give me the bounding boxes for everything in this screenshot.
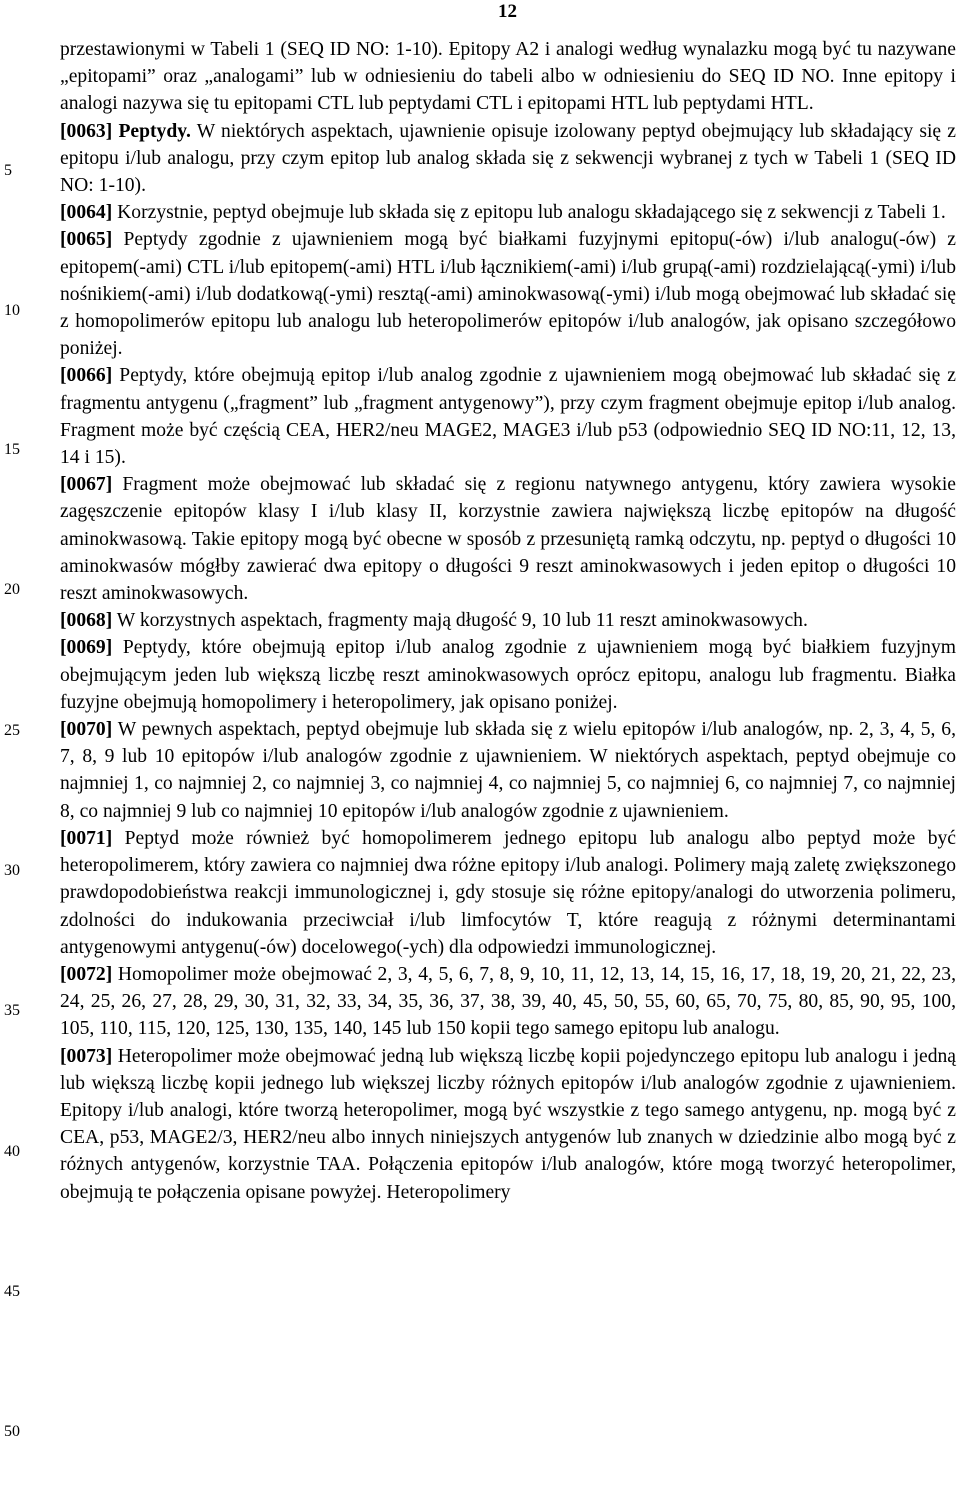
line-number: 40: [4, 1143, 20, 1160]
paragraph-number: [0063]: [60, 120, 113, 142]
paragraph-number: [0064]: [60, 202, 113, 224]
paragraph: [60, 118, 956, 200]
document-body: [60, 36, 956, 1206]
paragraph: [60, 634, 956, 716]
paragraph-number: [0066]: [60, 365, 113, 387]
line-number: 20: [4, 581, 20, 598]
paragraph-heading: Peptydy.: [118, 120, 191, 142]
paragraph-text: Korzystnie, peptyd obejmuje lub składa się z epitopu lub analogu składającego się z sekwencji z Tabeli 1.: [117, 202, 946, 224]
line-number: 5: [4, 162, 12, 179]
line-number: 30: [4, 862, 20, 879]
paragraph-number: [0069]: [60, 637, 113, 659]
paragraph: [60, 226, 956, 362]
paragraph-number: [0067]: [60, 474, 113, 496]
paragraph-text: W pewnych aspektach, peptyd obejmuje lub składa się z wielu epitopów i/lub analogów, np. 2, 3, 4, 5, 6, 7, 8, 9 lub 10 epitopów i/lub analogów zgodnie z ujawnieniem. W niektórych aspektach, peptyd obejmuje co najmniej 1, co najmniej 2, co najmniej 3, co najmniej 4, co najmniej 5, co najmniej 6, co najmniej 7, co najmniej 8, co najmniej 9 lub co najmniej 10 epitopów i/lub analogów zgodnie z ujawnieniem.: [60, 719, 956, 822]
paragraph-text: Heteropolimer może obejmować jedną lub większą liczbę kopii pojedynczego epitopu lub analogu i jedną lub większą liczbę kopii jednego lub większej liczby różnych epitopów i/lub analogów zgodnie z ujawnieniem. Epitopy i/lub analogi, które tworzą heteropolimer, mogą być wszystkie z tego samego antygenu, np. mogą być z CEA, p53, MAGE2/3, HER2/neu albo innych niniejszych antygenów lub znanych w dziedzinie albo mogą być z różnych antygenów, korzystnie TAA. Połączenia epitopów i/lub analogów, które mogą tworzyć heteropolimer, obejmują te połączenia opisane powyżej. Heteropolimery: [60, 1045, 956, 1203]
line-number: 50: [4, 1423, 20, 1440]
paragraph-text: W korzystnych aspektach, fragmenty mają długość 9, 10 lub 11 reszt aminokwasowych.: [116, 610, 808, 632]
paragraph-text: przestawionymi w Tabeli 1 (SEQ ID NO: 1-10). Epitopy A2 i analogi według wynalazku mogą być tu nazywane „epitopami” oraz „analogami” lub w odniesieniu do tabeli albo w odniesieniu do SEQ ID NO. Inne epitopy i analogi nazywa się tu epitopami CTL lub peptydami CTL i epitopami HTL lub peptydami HTL.: [60, 39, 956, 115]
paragraph: [60, 961, 956, 1043]
paragraph: [60, 199, 956, 226]
paragraph-text: Peptyd może również być homopolimerem jednego epitopu lub analogu albo peptyd może być heteropolimerem, który zawiera co najmniej dwa różne epitopy i/lub analogi. Polimery mają zaletę zwiększonego prawdopodobieństwa reakcji immunologicznej i, gdy stosuje się różne epitopy/analogi do utworzenia polimeru, zdolności do indukowania przeciwciał i/lub limfocytów T, które reagują z różnymi determinantami antygenowymi antygenu(-ów) docelowego(-ych) dla odpowiedzi immunologicznej.: [60, 827, 956, 958]
page-number: 12: [498, 1, 517, 22]
paragraph-text: Fragment może obejmować lub składać się z regionu natywnego antygenu, który zawiera wysokie zagęszczenie epitopów klasy I i/lub klasy II, korzystnie zawiera największą liczbę epitopów na długość aminokwasową. Takie epitopy mogą być obecne w sposób z przesuniętą ramką odczytu, np. peptyd o długości 10 aminokwasów mógłby zawierać dwa epitopy o długości 9 reszt aminokwasowych i jeden epitop o długości 10 reszt aminokwasowych.: [60, 474, 956, 605]
line-number: 45: [4, 1283, 20, 1300]
paragraph: [60, 1043, 956, 1206]
paragraph-number: [0071]: [60, 827, 113, 849]
paragraph-text: Homopolimer może obejmować 2, 3, 4, 5, 6, 7, 8, 9, 10, 11, 12, 13, 14, 15, 16, 17, 18, 19, 20, 21, 22, 23, 24, 25, 26, 27, 28, 29, 30, 31, 32, 33, 34, 35, 36, 37, 38, 39, 40, 45, 50, 55, 60, 65, 70, 75, 80, 85, 90, 95, 100, 105, 110, 115, 120, 125, 130, 135, 140, 145 lub 150 kopii tego samego epitopu lub analogu.: [60, 963, 956, 1040]
line-number: 35: [4, 1002, 20, 1019]
paragraph-number: [0072]: [60, 963, 113, 985]
paragraph: [60, 825, 956, 961]
paragraph-text: W niektórych aspektach, ujawnienie opisuje izolowany peptyd obejmujący lub składający się z epitopu i/lub analogu, przy czym epitop lub analog składa się z sekwencji wybranej z tych w Tabeli 1 (SEQ ID NO: 1-10).: [60, 120, 957, 197]
line-number: 25: [4, 722, 20, 739]
paragraph: [60, 471, 956, 607]
paragraph: [60, 607, 956, 634]
paragraph-text: Peptydy, które obejmują epitop i/lub analog zgodnie z ujawnieniem mogą być białkiem fuzyjnym obejmującym jeden lub większą liczbę reszt aminokwasowych oprócz epitopu, analogu lub fragmentu. Białka fuzyjne obejmują homopolimery i heteropolimery, jak opisano poniżej.: [60, 637, 957, 713]
paragraph-text: Peptydy, które obejmują epitop i/lub analog zgodnie z ujawnieniem mogą obejmować lub składać się z fragmentu antygenu („fragment” lub „fragment antygenowy”), przy czym fragment obejmuje epitop i/lub analog. Fragment może być częścią CEA, HER2/neu MAGE2, MAGE3 i/lub p53 (odpowiednio SEQ ID NO:11, 12, 13, 14 i 15).: [60, 365, 957, 469]
paragraph-text: Peptydy zgodnie z ujawnieniem mogą być białkami fuzyjnymi epitopu(-ów) i/lub analogu(-ów) z epitopem(-ami) CTL i/lub epitopem(-ami) HTL i/lub łącznikiem(-ami) i/lub grupą(-ami) rozdzielającą(-ymi) i/lub nośnikiem(-ami) i/lub dodatkową(-ymi) resztą(-ami) aminokwasową(-ymi) i/lub mogą obejmować lub składać się z homopolimerów epitopu lub analogu lub heteropolimerów epitopów i/lub analogów, jak opisano szczegółowo poniżej.: [60, 229, 956, 360]
line-number: 15: [4, 441, 20, 458]
paragraph-number: [0068]: [60, 610, 113, 632]
paragraph: [60, 716, 956, 825]
line-number: 10: [4, 302, 20, 319]
paragraph-number: [0065]: [60, 229, 113, 251]
paragraph-number: [0070]: [60, 719, 113, 741]
paragraph-number: [0073]: [60, 1045, 113, 1067]
paragraph: [60, 362, 956, 471]
paragraph: [60, 36, 956, 118]
